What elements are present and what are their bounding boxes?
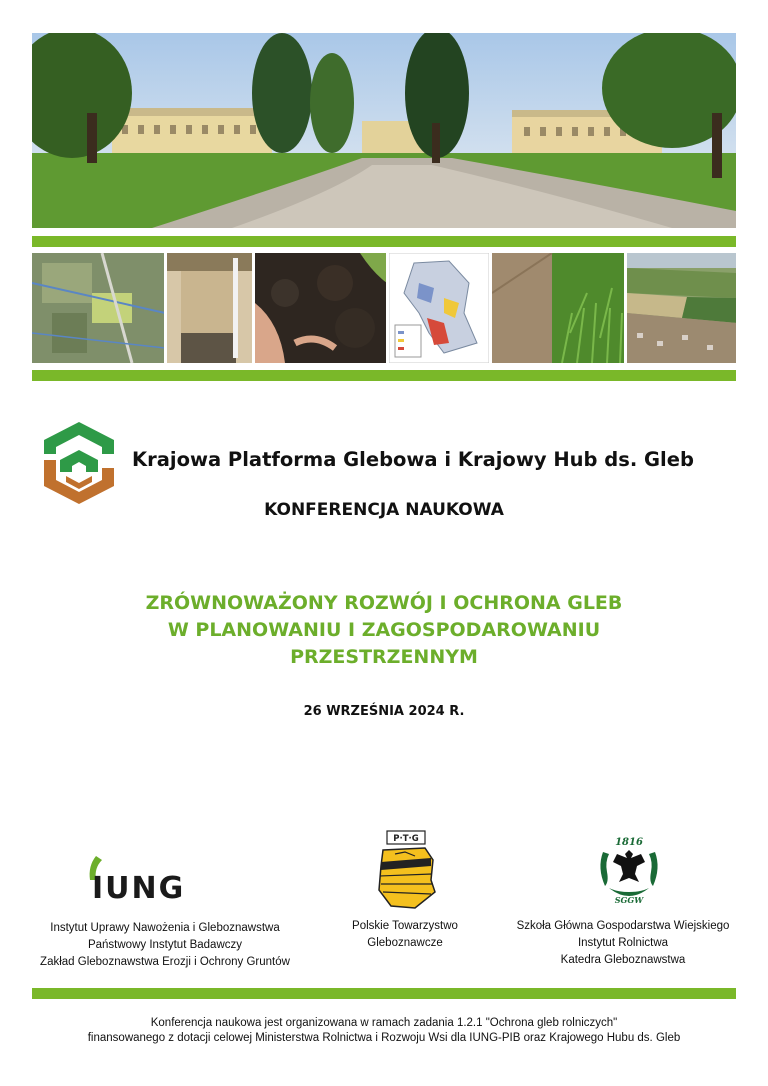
thumbnail-landscape: [627, 253, 736, 363]
iung-line: Państwowy Instytut Badawczy: [87, 939, 243, 951]
iung-line: Instytut Uprawy Nawożenia i Gleboznawstwa: [50, 922, 280, 934]
footer-line: finansowanego z dotacji celowej Ministerstwa Rolnictwa i Rozwoju Wsi dla IUNG-PIB oraz Krajowego Hubu ds. Gleb: [87, 1032, 681, 1044]
thumbnail-soil-in-hands: [255, 253, 386, 363]
ptg-line: Polskie Towarzystwo: [352, 920, 458, 932]
iung-institution-text: [20, 920, 310, 971]
sggw-logo-text: SGGW: [614, 895, 644, 904]
conference-date: 26 WRZEŚNIA 2024 R.: [303, 704, 465, 719]
sggw-eagle-logo-icon: [593, 832, 665, 904]
thumbnail-crop-field: [492, 253, 624, 363]
green-divider-middle: [32, 370, 736, 381]
park-palace-photo-icon: [32, 33, 736, 228]
soil-profile-photo-icon: [167, 253, 252, 363]
thumbnail-aerial-map: [32, 253, 164, 363]
conference-label: KONFERENCJA NAUKOWA: [264, 500, 504, 520]
iung-logo-icon: [86, 854, 240, 904]
sggw-line: Szkoła Główna Gospodarstwa Wiejskiego: [516, 920, 730, 932]
platform-title: Krajowa Platforma Glebowa i Krajowy Hub ds. Gleb: [132, 448, 694, 471]
conference-title-line: PRZESTRZENNYM: [290, 646, 478, 668]
sggw-institution-text: [500, 918, 746, 969]
kpg-logo-icon: [40, 420, 118, 506]
conference-title: [0, 590, 768, 671]
sggw-line: Instytut Rolnictwa: [577, 937, 669, 949]
green-divider-bottom: [32, 988, 736, 999]
iung-logo: [86, 854, 240, 904]
thumbnail-strip: [32, 253, 736, 363]
green-divider-top: [32, 236, 736, 247]
hero-photo: [32, 33, 736, 228]
ptg-line: Gleboznawcze: [367, 937, 443, 949]
landscape-aerial-photo-icon: [627, 253, 736, 363]
iung-line: Zakład Gleboznawstwa Erozji i Ochrony Gruntów: [40, 956, 290, 968]
ptg-logo-text: P·T·G: [393, 834, 419, 844]
crop-field-photo-icon: [492, 253, 624, 363]
thumbnail-soil-map: [389, 253, 488, 363]
conference-title-line: W PLANOWANIU I ZAGOSPODAROWANIU: [167, 619, 601, 641]
sggw-logo-year: 1816: [615, 837, 643, 848]
footer-line: Konferencja naukowa jest organizowana w ramach zadania 1.2.1 "Ochrona gleb rolniczych": [150, 1017, 618, 1029]
sggw-line: Katedra Gleboznawstwa: [560, 954, 686, 966]
kpg-logo: [40, 420, 118, 506]
soil-map-icon: [389, 253, 488, 363]
iung-logo-text: IUNG: [92, 871, 186, 904]
ptg-logo-icon: [375, 830, 437, 912]
ptg-institution-text: [330, 918, 480, 952]
thumbnail-soil-profile: [167, 253, 252, 363]
soil-in-hands-photo-icon: [255, 253, 386, 363]
aerial-map-photo-icon: [32, 253, 164, 363]
sggw-logo: [593, 832, 665, 904]
conference-title-line: ZRÓWNOWAŻONY ROZWÓJ I OCHRONA GLEB: [145, 592, 623, 614]
footer-note: [0, 1016, 768, 1046]
ptg-logo: [375, 830, 437, 912]
